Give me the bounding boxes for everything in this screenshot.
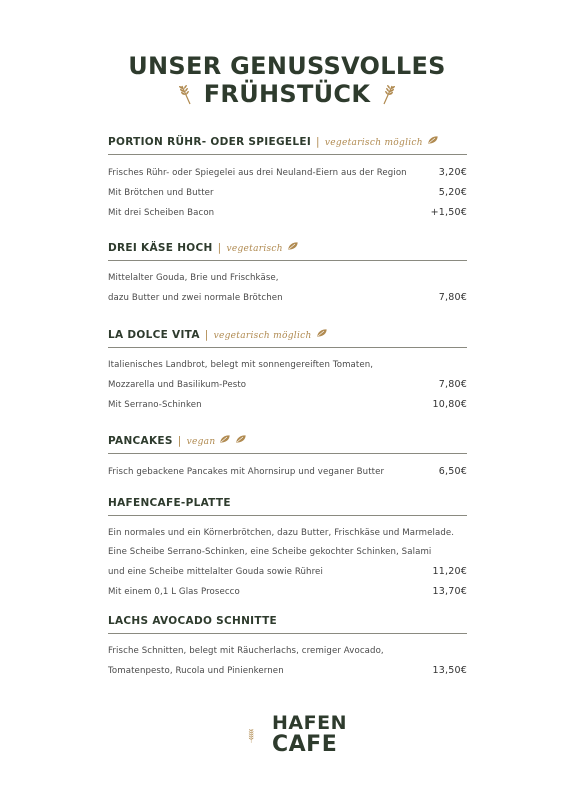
- menu-row: Ein normales und ein Körnerbrötchen, dazu Butter, Frischkäse und Marmelade.: [108, 528, 455, 538]
- wheat-sprig-icon-right: [380, 83, 396, 105]
- leaf-icon: [287, 241, 299, 251]
- logo-line1: HAFEN: [272, 712, 347, 734]
- leaf-icon: [235, 434, 247, 444]
- menu-row: und eine Scheibe mittelalter Gouda sowie Rührei 11,20€: [108, 562, 467, 582]
- price: 13,70€: [432, 586, 467, 597]
- section-title: LA DOLCE VITA: [108, 329, 200, 341]
- section-title: PORTION RÜHR- ODER SPIEGELEI: [108, 136, 312, 148]
- menu-row: Mit drei Scheiben Bacon +1,50€: [108, 203, 467, 223]
- menu-row: dazu Butter und zwei normale Brötchen 7,80€: [108, 288, 467, 308]
- menu-row: Italienisches Landbrot, belegt mit sonnengereiften Tomaten,: [108, 360, 374, 370]
- diet-tag: vegetarisch möglich: [324, 138, 423, 148]
- menu-row: Mit Brötchen und Butter 5,20€: [108, 183, 467, 203]
- leaf-icon: [427, 135, 439, 145]
- menu-section-dolce-vita: LA DOLCE VITA | vegetarisch möglich Italienisches Landbrot, belegt mit sonnengereiften Tomaten, Mozzarella und Basilikum-Pesto 7,80€ Mit Serrano-Schinken 10,80€: [108, 328, 467, 415]
- section-title: PANCAKES: [108, 435, 173, 447]
- menu-row: Eine Scheibe Serrano-Schinken, eine Scheibe gekochter Schinken, Salami: [108, 547, 432, 557]
- menu-row: Tomatenpesto, Rucola und Pinienkernen 13,50€: [108, 661, 467, 681]
- diet-tag: vegetarisch: [226, 244, 283, 254]
- logo-text: [272, 712, 347, 756]
- section-title: DREI KÄSE HOCH: [108, 242, 213, 254]
- menu-row: Mit einem 0,1 L Glas Prosecco 13,70€: [108, 582, 467, 602]
- menu-section-pancakes: PANCAKES | vegan Frisch gebackene Pancakes mit Ahornsirup und veganer Butter 6,50€: [108, 434, 467, 482]
- menu-row: Frische Schnitten, belegt mit Räucherlachs, cremiger Avocado,: [108, 646, 384, 656]
- price: 6,50€: [438, 466, 467, 477]
- menu-section-eier: PORTION RÜHR- ODER SPIEGELEI | vegetarisch möglich Frisches Rühr- oder Spiegelei aus drei Neuland-Eiern aus der Region 3,20€ Mit Brötchen und Butter 5,20€ Mit drei Scheiben Bacon +1,50€: [108, 135, 467, 223]
- leaf-icon: [219, 434, 231, 444]
- wheat-sprig-icon: [178, 83, 194, 105]
- menu-section-kaese: DREI KÄSE HOCH | vegetarisch Mittelalter Gouda, Brie und Frischkäse, dazu Butter und zwei normale Brötchen 7,80€: [108, 241, 467, 308]
- section-title: HAFENCAFE-PLATTE: [108, 497, 231, 509]
- price: 7,80€: [438, 379, 467, 390]
- logo-line2: CAFE: [272, 732, 338, 757]
- menu-row: Mit Serrano-Schinken 10,80€: [108, 395, 467, 415]
- menu-section-platte: [108, 497, 467, 602]
- price: 10,80€: [432, 399, 467, 410]
- price: +1,50€: [430, 207, 467, 218]
- menu-row: Frisches Rühr- oder Spiegelei aus drei Neuland-Eiern aus der Region 3,20€: [108, 163, 467, 183]
- hafencafe-logo-icon: [248, 708, 272, 764]
- menu-row: Mozzarella und Basilikum-Pesto 7,80€: [108, 375, 467, 395]
- price: 3,20€: [438, 167, 467, 178]
- price: 5,20€: [438, 187, 467, 198]
- price: 13,50€: [432, 665, 467, 676]
- page-title-text: FRÜHSTÜCK: [203, 80, 371, 108]
- menu-row: Mittelalter Gouda, Brie und Frischkäse,: [108, 273, 279, 283]
- page-title-line2: [0, 80, 574, 111]
- diet-tag: vegetarisch möglich: [213, 331, 312, 341]
- price: 7,80€: [438, 292, 467, 303]
- menu-section-lachs: [108, 615, 467, 681]
- menu-row: Frisch gebackene Pancakes mit Ahornsirup und veganer Butter 6,50€: [108, 462, 467, 482]
- diet-tag: vegan: [186, 437, 216, 447]
- section-title: LACHS AVOCADO SCHNITTE: [108, 615, 278, 627]
- leaf-icon: [316, 328, 328, 338]
- price: 11,20€: [432, 566, 467, 577]
- page-title-line1: UNSER GENUSSVOLLES: [128, 52, 446, 80]
